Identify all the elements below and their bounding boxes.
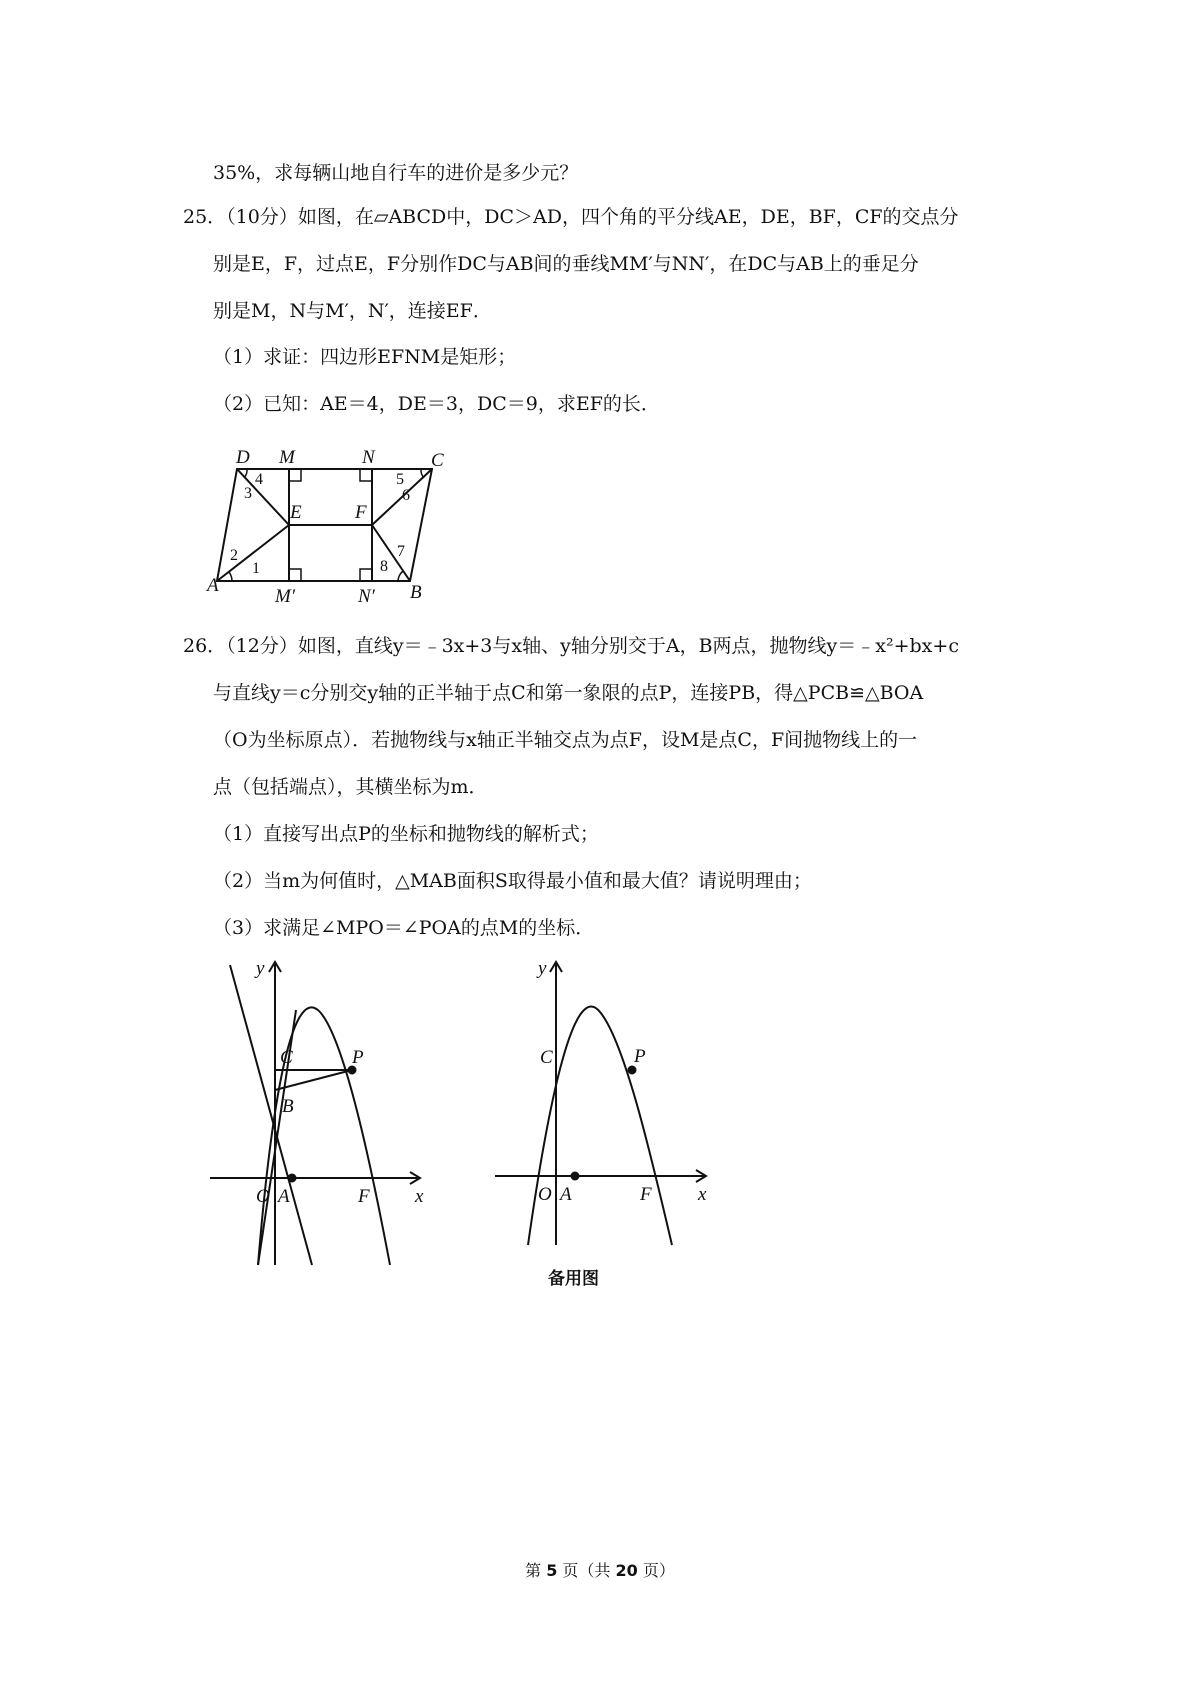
q26-figure-backup xyxy=(490,955,720,1255)
backup-figure-caption: 备用图 xyxy=(548,1269,599,1289)
angle-label-8: 8 xyxy=(380,558,388,575)
fig1-label-c: C xyxy=(280,1047,293,1068)
q25-line-1: 25．（10分）如图，在▱ABCD中，DC＞AD，四个角的平分线AE，DE，BF，CF的交点分 xyxy=(183,206,959,228)
fig1-label-f: F xyxy=(358,1186,370,1207)
footer-prefix: 第 xyxy=(525,1561,542,1580)
q26-line-3: （O为坐标原点）．若抛物线与x轴正半轴交点为点F，设M是点C，F间抛物线上的一 xyxy=(213,729,918,751)
label-n-prime: N′ xyxy=(358,586,375,607)
angle-label-6: 6 xyxy=(402,487,410,504)
fig1-label-b: B xyxy=(282,1096,294,1117)
page-footer xyxy=(0,1558,1200,1581)
fig1-label-o: O xyxy=(256,1186,270,1207)
fig2-label-y: y xyxy=(538,958,547,979)
fig1-label-p: P xyxy=(352,1047,364,1068)
angle-arc-c xyxy=(421,469,424,478)
q26-line-1: 26．（12分）如图，直线y＝﹣3x+3与x轴、y轴分别交于A，B两点，抛物线y＝﹣x²+bx+c xyxy=(183,635,959,657)
q24-tail-text: 35%，求每辆山地自行车的进价是多少元？ xyxy=(213,162,579,184)
right-angle-n xyxy=(360,469,372,481)
label-n: N xyxy=(362,447,375,468)
fig2-label-x: x xyxy=(698,1184,707,1205)
q25-sub-2: （2）已知：AE＝4，DE＝3，DC＝9，求EF的长． xyxy=(213,393,660,415)
footer-total-pages: 20 xyxy=(615,1561,638,1580)
footer-suffix: 页） xyxy=(642,1561,675,1580)
footer-middle: 页（共 xyxy=(562,1561,611,1580)
fig2-label-o: O xyxy=(538,1184,552,1205)
q26-figure-main xyxy=(205,955,435,1275)
angle-label-7: 7 xyxy=(397,543,405,560)
fig2-label-p: P xyxy=(634,1046,646,1067)
angle-arc-b xyxy=(398,571,403,581)
label-d: D xyxy=(236,447,250,468)
right-angle-n-prime xyxy=(360,569,372,581)
angle-label-5: 5 xyxy=(396,471,404,488)
label-m: M xyxy=(279,447,295,468)
label-m-prime: M′ xyxy=(275,586,295,607)
angle-arc-a xyxy=(229,572,232,581)
label-a: A xyxy=(207,575,219,596)
label-c: C xyxy=(431,450,444,471)
fig1-label-x: x xyxy=(415,1186,424,1207)
q26-line-4: 点（包括端点），其横坐标为m． xyxy=(213,776,488,798)
angle-label-1: 1 xyxy=(252,560,260,577)
line-ab xyxy=(230,965,312,1265)
fig1-label-y: y xyxy=(256,958,265,979)
angle-arc-d xyxy=(244,469,247,478)
point-a xyxy=(571,1172,580,1181)
point-a xyxy=(288,1174,297,1183)
q26-sub-2: （2）当m为何值时，△MAB面积S取得最小值和最大值？请说明理由； xyxy=(213,870,812,892)
label-f: F xyxy=(355,502,367,523)
q25-sub-1: （1）求证：四边形EFNM是矩形； xyxy=(213,346,517,368)
footer-page-number: 5 xyxy=(546,1561,558,1580)
right-angle-m xyxy=(289,469,301,481)
fig2-label-c: C xyxy=(540,1047,553,1068)
q26-sub-3: （3）求满足∠MPO＝∠POA的点M的坐标． xyxy=(213,917,595,939)
parabola xyxy=(528,1006,672,1245)
fig1-label-a: A xyxy=(278,1186,290,1207)
q25-parallelogram-figure xyxy=(205,438,445,607)
q25-line-3: 别是M，N与M′，N′，连接EF． xyxy=(213,300,492,322)
fig2-label-a: A xyxy=(560,1184,572,1205)
right-angle-m-prime xyxy=(289,569,301,581)
label-e: E xyxy=(290,502,302,523)
q26-line-2: 与直线y＝c分别交y轴的正半轴于点C和第一象限的点P，连接PB，得△PCB≌△BOA xyxy=(213,682,924,704)
fig2-label-f: F xyxy=(640,1184,652,1205)
angle-label-3: 3 xyxy=(244,485,252,502)
q26-sub-1: （1）直接写出点P的坐标和抛物线的解析式； xyxy=(213,823,599,845)
angle-label-4: 4 xyxy=(255,471,263,488)
angle-label-2: 2 xyxy=(230,547,238,564)
label-b: B xyxy=(410,582,422,603)
q25-line-2: 别是E，F，过点E，F分别作DC与AB间的垂线MM′与NN′，在DC与AB上的垂足分 xyxy=(213,253,919,275)
